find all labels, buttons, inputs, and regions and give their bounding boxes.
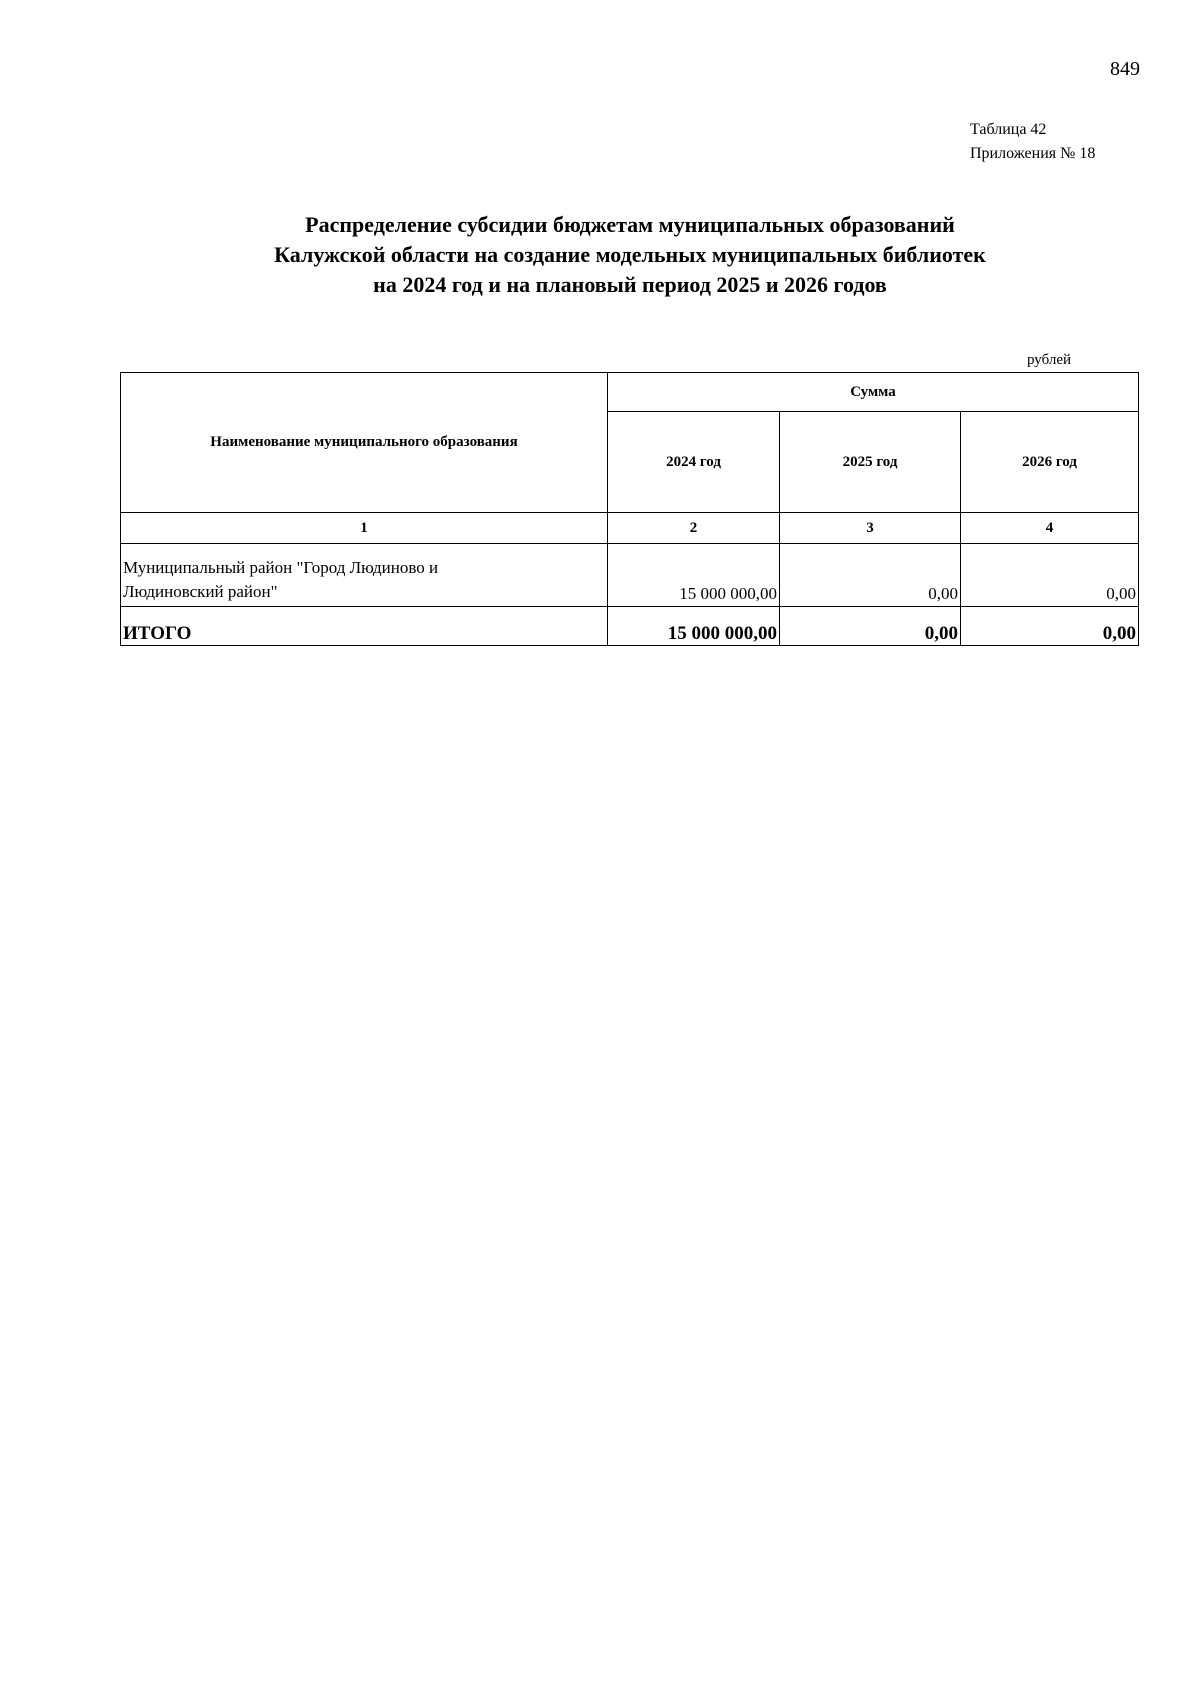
total-2024-cell: 15 000 000,00 xyxy=(608,607,780,646)
header-sum: Сумма xyxy=(608,373,1139,412)
total-2026-cell: 0,00 xyxy=(961,607,1139,646)
title-line-1: Распределение субсидии бюджетам муниципальных образований xyxy=(305,212,955,237)
page-number: 849 xyxy=(1110,58,1140,80)
column-number: 4 xyxy=(961,513,1139,544)
column-number: 2 xyxy=(608,513,780,544)
column-numbers-row xyxy=(121,513,1139,544)
total-2025-cell: 0,00 xyxy=(780,607,961,646)
table-number: Таблица 42 xyxy=(970,121,1047,138)
column-number: 1 xyxy=(121,513,608,544)
amount-2026-cell: 0,00 xyxy=(961,544,1139,607)
total-row xyxy=(121,607,1139,646)
title-line-3: на 2024 год и на плановый период 2025 и 2026 годов xyxy=(373,272,887,297)
table-row xyxy=(121,544,1139,607)
table-reference xyxy=(970,118,1095,166)
amount-2024-cell: 15 000 000,00 xyxy=(608,544,780,607)
subsidy-table xyxy=(120,372,1139,646)
title-line-2: Калужской области на создание модельных муниципальных библиотек xyxy=(274,242,986,267)
municipality-name-cell xyxy=(121,544,608,607)
municipality-name-line-1: Муниципальный район "Город Людиново и xyxy=(123,558,439,577)
header-year-2026: 2026 год xyxy=(961,412,1139,513)
appendix-number: Приложения № 18 xyxy=(970,145,1096,162)
header-year-2025: 2025 год xyxy=(780,412,961,513)
document-title xyxy=(200,210,1060,300)
municipality-name-line-2: Людиновский район" xyxy=(123,582,278,601)
column-number: 3 xyxy=(780,513,961,544)
header-municipality-name: Наименование муниципального образования xyxy=(121,373,608,513)
units-label: рублей xyxy=(1027,352,1072,368)
amount-2025-cell: 0,00 xyxy=(780,544,961,607)
header-year-2024: 2024 год xyxy=(608,412,780,513)
total-label: ИТОГО xyxy=(121,607,608,646)
